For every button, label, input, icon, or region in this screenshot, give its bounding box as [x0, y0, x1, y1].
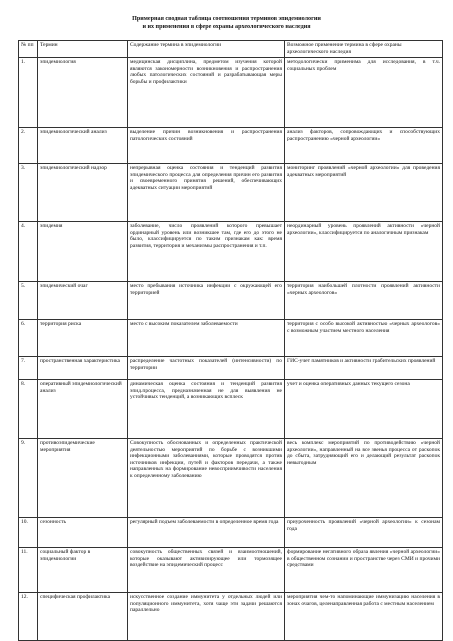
table-row: [19, 593, 443, 641]
row-term: территория риска: [38, 320, 128, 357]
row-term: пространственная характеристика: [38, 357, 128, 380]
row-application: территория наибольшей плотности проявлений активности «черных археологов»: [285, 282, 443, 320]
row-application: мониторинг проявлений «черной археологии» для проведения адекватных мероприятий: [285, 164, 443, 222]
row-application: учет и оценка оперативных данных текущего сезона: [285, 380, 443, 439]
table-row: [19, 380, 443, 439]
row-num: 8.: [19, 380, 38, 439]
row-application: весь комплекс мероприятий по противодействию «черной археологии», направленный на все звенья процесса от раскопок до сбыта, затрудняющий его и делающий результат раскопок невыгодным: [285, 439, 443, 518]
row-term: противоэпидемические мероприятия: [38, 439, 128, 518]
row-content: место пребывания источника инфекции с окружающей его территорией: [128, 282, 285, 320]
row-num: 10.: [19, 518, 38, 548]
row-num: 4.: [19, 222, 38, 282]
row-num: 12.: [19, 593, 38, 641]
title-line-1: Примерная сводная таблица соотношения терминов эпидемиологии: [132, 16, 321, 22]
row-num: 6.: [19, 320, 38, 357]
row-content: выделение причин возникновения и распространения патологических состояний: [128, 128, 285, 164]
document-title: [20, 15, 433, 31]
row-num: 2.: [19, 128, 38, 164]
row-application: ГИС-учет памятников и активности грабительских проявлений: [285, 357, 443, 380]
terms-table: [18, 40, 443, 641]
row-term: сезонность: [38, 518, 128, 548]
row-content: распределение частотных показателей (интенсивности) по территории: [128, 357, 285, 380]
row-content: непрерывная оценка состояния и тенденций развития эпидемического процесса для определения причин его развития и своевременного принятия решений, обеспечивающих адекватных ситуации мероприятий: [128, 164, 285, 222]
header-application: Возможное применение термина в сфере охраны археологического наследия: [285, 41, 443, 58]
row-num: 11.: [19, 548, 38, 593]
table-row: [19, 518, 443, 548]
row-num: 9.: [19, 439, 38, 518]
row-application: формирование негативного образа явления «черной археологии» в общественном сознании и пространстве через СМИ и прочими средствами: [285, 548, 443, 593]
table-row: [19, 164, 443, 222]
table-row: [19, 357, 443, 380]
row-content: совокупность общественных связей и взаимоотношений, которые оказывают активизирующее или тормозящее воздействие на эпидемический процесс: [128, 548, 285, 593]
table-row: [19, 439, 443, 518]
table-header-row: [19, 41, 443, 58]
row-content: регулярный подъем заболеваемости в определенное время года: [128, 518, 285, 548]
table-row: [19, 282, 443, 320]
row-term: эпидемиология: [38, 58, 128, 128]
title-line-2: и их применения в сфере охраны археологического наследия: [142, 24, 311, 30]
row-term: оперативный эпидемиологический анализ: [38, 380, 128, 439]
row-application: методологически применима для исследования, в т.ч. социальных проблем: [285, 58, 443, 128]
row-application: анализ факторов, сопровождающих и способствующих распространению «черной археологии»: [285, 128, 443, 164]
row-content: Совокупность обоснованных и определенных практической деятельностью мероприятий по борьбе с возникшими инфекционными заболеваниями, которые проводятся против источников инфекции, путей и факторов передачи, а также направленных на формирование невосприимчивости населения к определенному заболеванию: [128, 439, 285, 518]
row-num: 7.: [19, 357, 38, 380]
row-content: медицинская дисциплина, предметом изучения которой являются закономерности возникновения и распространения любых патологических состояний и разрабатывающая меры борьбы и профилактики: [128, 58, 285, 128]
row-term: эпидемический очаг: [38, 282, 128, 320]
row-term: специфическая профилактика: [38, 593, 128, 641]
table-row: [19, 58, 443, 128]
row-term: эпидемиологический надзор: [38, 164, 128, 222]
row-application: неординарный уровень проявлений активности «черной археологии», классифицируется по аналогичным признакам: [285, 222, 443, 282]
row-term: эпидемиологический анализ: [38, 128, 128, 164]
row-content: динамическая оценка состояния и тенденций развития эпид.процесса, предназначенная не для выявления не устойчивых тенденций, а возникающих всплеск: [128, 380, 285, 439]
row-content: искусственное создание иммунитета у отдельных людей или популяционного иммунитета, хотя чаще эти задачи решаются параллельно: [128, 593, 285, 641]
row-application: приуроченность проявлений «черной археологии» к сезонам года: [285, 518, 443, 548]
row-content: место с высоким показателем заболеваемости: [128, 320, 285, 357]
row-num: 5.: [19, 282, 38, 320]
row-term: социальный фактор в эпидемиологии: [38, 548, 128, 593]
row-application: территория с особо высокой активностью «черных археологов» с возможным участием местного населения: [285, 320, 443, 357]
table-row: [19, 128, 443, 164]
row-num: 1.: [19, 58, 38, 128]
table-row: [19, 222, 443, 282]
table-row: [19, 548, 443, 593]
header-num: № пп: [19, 41, 38, 58]
row-term: эпидемия: [38, 222, 128, 282]
row-application: мероприятия чем-то напоминающие иммунизацию населения в зонах очагов, целенаправленная работа с местным населением: [285, 593, 443, 641]
header-term: Термин: [38, 41, 128, 58]
table-row: [19, 320, 443, 357]
row-content: заболевание, число проявлений которого превышает ординарный уровень или возникшее там, где его до этого не было, классифицируется по таким признакам как: время развития, территория и механизмы распространения и т.п.: [128, 222, 285, 282]
row-num: 3.: [19, 164, 38, 222]
header-content: Содержание термина в эпидемиологии: [128, 41, 285, 58]
